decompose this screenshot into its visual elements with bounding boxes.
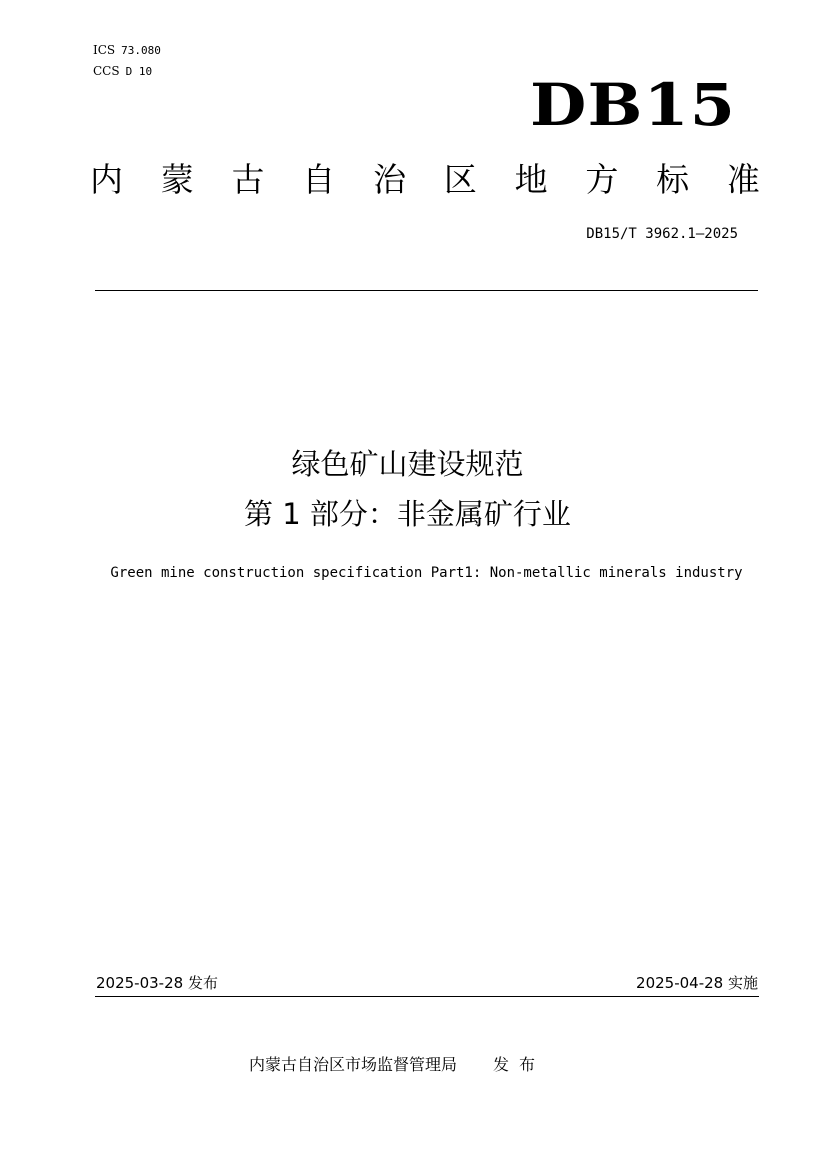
header-divider bbox=[95, 290, 758, 291]
standard-type-title bbox=[90, 155, 760, 205]
standard-type-char: 蒙 bbox=[160, 160, 194, 199]
standard-type-char: 地 bbox=[514, 160, 548, 199]
issuing-authority bbox=[249, 1054, 545, 1076]
standard-type-char: 治 bbox=[373, 160, 407, 199]
ccs-label: CCS bbox=[93, 64, 120, 78]
footer-divider bbox=[95, 996, 759, 997]
ccs-row bbox=[93, 61, 161, 82]
ics-code: 73.080 bbox=[121, 44, 161, 57]
ics-label: ICS bbox=[93, 43, 116, 57]
standard-type-char: 自 bbox=[302, 160, 336, 199]
classification-codes bbox=[93, 40, 161, 82]
issuer-name: 内蒙古自治区市场监督管理局 bbox=[249, 1055, 458, 1074]
issue-date: 2025-03-28 发布 bbox=[96, 974, 218, 992]
db15-logo: DB15 bbox=[530, 71, 737, 139]
standard-type-char: 内 bbox=[90, 160, 123, 199]
document-title-line2: 第 1 部分：非金属矿行业 bbox=[244, 497, 571, 531]
ics-row bbox=[93, 40, 161, 61]
standard-type-char: 标 bbox=[656, 160, 690, 199]
document-title-line1: 绿色矿山建设规范 bbox=[291, 447, 524, 481]
implementation-date: 2025-04-28 实施 bbox=[636, 974, 758, 992]
publish-label: 发布 bbox=[493, 1055, 546, 1074]
english-title: Green mine construction specification Part1: Non-metallic minerals industry bbox=[110, 565, 743, 581]
standard-type-char: 古 bbox=[231, 160, 265, 199]
standard-type-char: 方 bbox=[585, 160, 619, 199]
standard-type-char: 区 bbox=[443, 160, 477, 199]
standard-type-char: 准 bbox=[726, 160, 760, 199]
ccs-code: D 10 bbox=[125, 65, 153, 78]
standard-number: DB15/T 3962.1—2025 bbox=[586, 226, 738, 242]
